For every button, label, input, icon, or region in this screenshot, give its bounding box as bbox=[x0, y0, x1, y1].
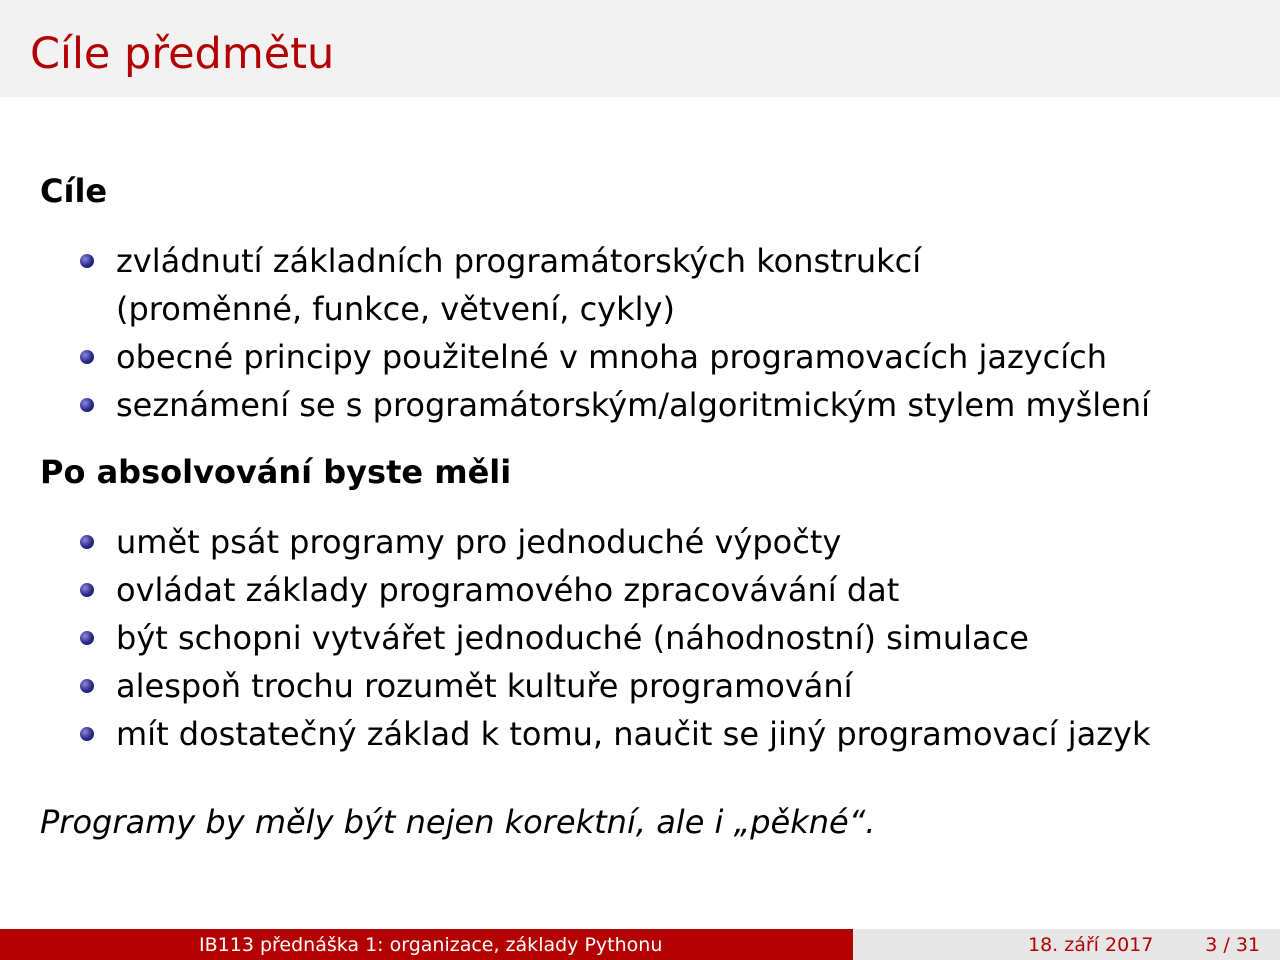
footer-page-number: 3 / 31 bbox=[1205, 934, 1260, 956]
page-title: Cíle předmětu bbox=[30, 29, 335, 79]
bullet-icon bbox=[80, 631, 94, 645]
list-item bbox=[0, 566, 1150, 614]
bullet-icon bbox=[80, 398, 94, 412]
list-item-text: zvládnutí základních programátorských konstrukcí (proměnné, funkce, větvení, cykly) bbox=[116, 242, 922, 328]
bullet-icon bbox=[80, 350, 94, 364]
list-item-text: obecné principy použitelné v mnoha programovacích jazycích bbox=[116, 338, 1108, 376]
list-item-text: seznámení se s programátorským/algoritmickým stylem myšlení bbox=[116, 386, 1150, 424]
list-item-text: alespoň trochu rozumět kultuře programování bbox=[116, 667, 853, 705]
bullet-icon bbox=[80, 254, 94, 268]
list-item bbox=[0, 381, 1150, 429]
list-item-text: být schopni vytvářet jednoduché (náhodnostní) simulace bbox=[116, 619, 1029, 657]
section-heading-goals: Cíle bbox=[40, 172, 108, 210]
closing-note: Programy by měly být nejen korektní, ale i „pěkné“. bbox=[40, 803, 876, 841]
goals-list bbox=[0, 237, 1150, 429]
section-heading-outcomes: Po absolvování byste měli bbox=[40, 453, 512, 491]
list-item bbox=[0, 662, 1150, 710]
bullet-icon bbox=[80, 535, 94, 549]
footer-date: 18. září 2017 bbox=[1028, 934, 1154, 956]
list-item bbox=[0, 614, 1150, 662]
list-item bbox=[0, 237, 1150, 333]
footer-talk-title: IB113 přednáška 1: organizace, základy Pythonu bbox=[199, 934, 663, 956]
list-item-text: mít dostatečný základ k tomu, naučit se jiný programovací jazyk bbox=[116, 715, 1151, 753]
outcomes-list bbox=[0, 518, 1150, 758]
list-item bbox=[0, 333, 1150, 381]
bullet-icon bbox=[80, 679, 94, 693]
list-item-text: umět psát programy pro jednoduché výpočty bbox=[116, 523, 842, 561]
footer-talk-panel bbox=[0, 929, 853, 960]
list-item-text: ovládat základy programového zpracovávání dat bbox=[116, 571, 900, 609]
title-bar bbox=[0, 0, 1280, 97]
bullet-icon bbox=[80, 727, 94, 741]
list-item bbox=[0, 710, 1150, 758]
list-item bbox=[0, 518, 1150, 566]
bullet-icon bbox=[80, 583, 94, 597]
footer bbox=[0, 929, 1280, 960]
